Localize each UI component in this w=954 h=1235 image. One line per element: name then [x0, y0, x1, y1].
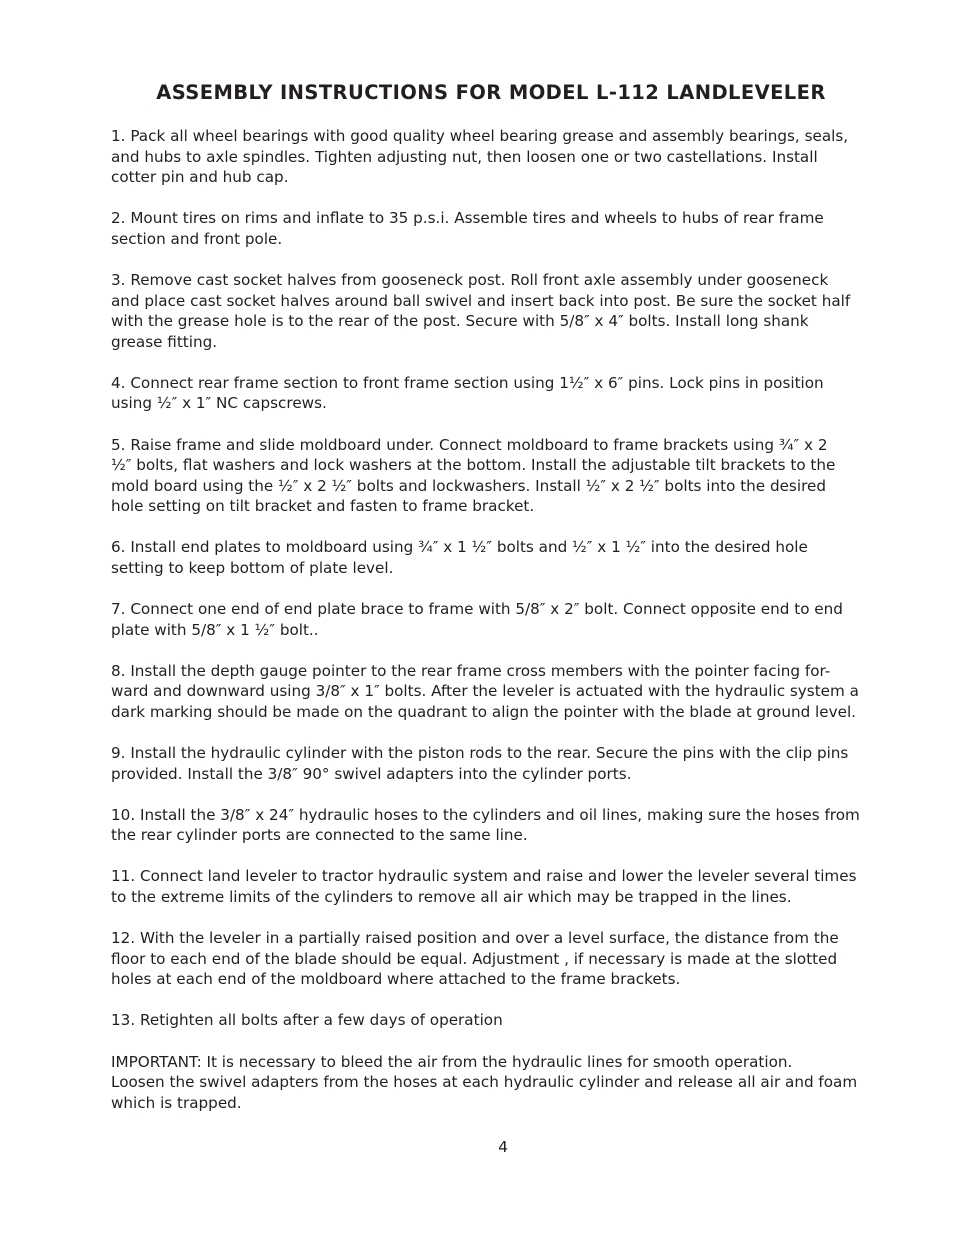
instructions-body [111, 126, 876, 1134]
page-number: 4 [498, 1138, 508, 1156]
paragraph-line: plate with 5/8″ x 1 ½″ bolt.. [111, 620, 319, 639]
paragraph-line: dark marking should be made on the quadrant to align the pointer with the blade at ground level. [111, 702, 856, 721]
instruction-paragraph [111, 805, 876, 846]
paragraph-line: mold board using the ½″ x 2 ½″ bolts and lockwashers. Install ½″ x 2 ½″ bolts into the desired [111, 476, 826, 495]
paragraph-line: 5. Raise frame and slide moldboard under. Connect moldboard to frame brackets using ¾″ x 2 [111, 435, 828, 454]
instruction-paragraph [111, 537, 876, 578]
instruction-paragraph [111, 1010, 876, 1031]
paragraph-line: 12. With the leveler in a partially raised position and over a level surface, the distance from the [111, 929, 839, 948]
paragraph-line: Loosen the swivel adapters from the hoses at each hydraulic cylinder and release all air and foam [111, 1073, 858, 1092]
paragraph-line: and place cast socket halves around ball swivel and insert back into post. Be sure the socket half [111, 291, 851, 310]
paragraph-line: 7. Connect one end of end plate brace to frame with 5/8″ x 2″ bolt. Connect opposite end to end [111, 600, 843, 619]
paragraph-line: hole setting on tilt bracket and fasten to frame bracket. [111, 497, 535, 516]
paragraph-line: 1. Pack all wheel bearings with good quality wheel bearing grease and assembly bearings, seals, [111, 127, 849, 145]
paragraph-line: 9. Install the hydraulic cylinder with the piston rods to the rear. Secure the pins with the clip pins [111, 744, 849, 763]
instruction-paragraph [111, 270, 876, 352]
instruction-paragraph [111, 208, 876, 249]
paragraph-line: floor to each end of the blade should be equal. Adjustment , if necessary is made at the slotted [111, 949, 838, 968]
instruction-paragraph [111, 373, 876, 414]
paragraph-line: holes at each end of the moldboard where attached to the frame brackets. [111, 970, 681, 989]
paragraph-line: provided. Install the 3/8″ 90° swivel adapters into the cylinder ports. [111, 764, 632, 783]
paragraph-line: ward and downward using 3/8″ x 1″ bolts. After the leveler is actuated with the hydraulic system a [111, 682, 859, 701]
paragraph-line: 2. Mount tires on rims and inflate to 35 p.s.i. Assemble tires and wheels to hubs of rear frame [111, 209, 824, 228]
instruction-paragraph [111, 435, 876, 517]
paragraph-line: 3. Remove cast socket halves from gooseneck post. Roll front axle assembly under gooseneck [111, 270, 829, 289]
instruction-paragraph [111, 1052, 876, 1114]
paragraph-line: to the extreme limits of the cylinders to remove all air which may be trapped in the lines. [111, 888, 792, 907]
paragraph-line: 8. Install the depth gauge pointer to the rear frame cross members with the pointer facing for- [111, 661, 831, 680]
paragraph-line: 11. Connect land leveler to tractor hydraulic system and raise and lower the leveler several times [111, 867, 857, 886]
paragraph-line: ½″ bolts, flat washers and lock washers at the bottom. Install the adjustable tilt brackets to the [111, 456, 836, 475]
instruction-paragraph [111, 928, 876, 990]
page-title: ASSEMBLY INSTRUCTIONS FOR MODEL L-112 LANDLEVELER [156, 81, 826, 104]
paragraph-line: with the grease hole is to the rear of the post. Secure with 5/8″ x 4″ bolts. Install long shank [111, 312, 809, 331]
instruction-paragraph [111, 126, 876, 188]
paragraph-line: 6. Install end plates to moldboard using ¾″ x 1 ½″ bolts and ½″ x 1 ½″ into the desired hole [111, 538, 808, 557]
paragraph-line: cotter pin and hub cap. [111, 168, 289, 187]
paragraph-line: section and front pole. [111, 229, 283, 248]
instruction-paragraph [111, 866, 876, 907]
paragraph-line: 13. Retighten all bolts after a few days of operation [111, 1011, 503, 1030]
paragraph-line: using ½″ x 1″ NC capscrews. [111, 394, 327, 413]
instruction-paragraph [111, 661, 876, 723]
paragraph-line: and hubs to axle spindles. Tighten adjusting nut, then loosen one or two castellations. Install [111, 147, 818, 166]
paragraph-line: 4. Connect rear frame section to front frame section using 1½″ x 6″ pins. Lock pins in position [111, 373, 824, 392]
paragraph-line: which is trapped. [111, 1093, 242, 1112]
instruction-paragraph [111, 599, 876, 640]
paragraph-line: grease fitting. [111, 332, 218, 351]
paragraph-line: IMPORTANT: It is necessary to bleed the air from the hydraulic lines for smooth operation. [111, 1052, 793, 1071]
paragraph-line: 10. Install the 3/8″ x 24″ hydraulic hoses to the cylinders and oil lines, making sure the hoses from [111, 805, 860, 824]
instruction-paragraph [111, 743, 876, 784]
paragraph-line: the rear cylinder ports are connected to the same line. [111, 826, 528, 845]
paragraph-line: setting to keep bottom of plate level. [111, 559, 394, 577]
